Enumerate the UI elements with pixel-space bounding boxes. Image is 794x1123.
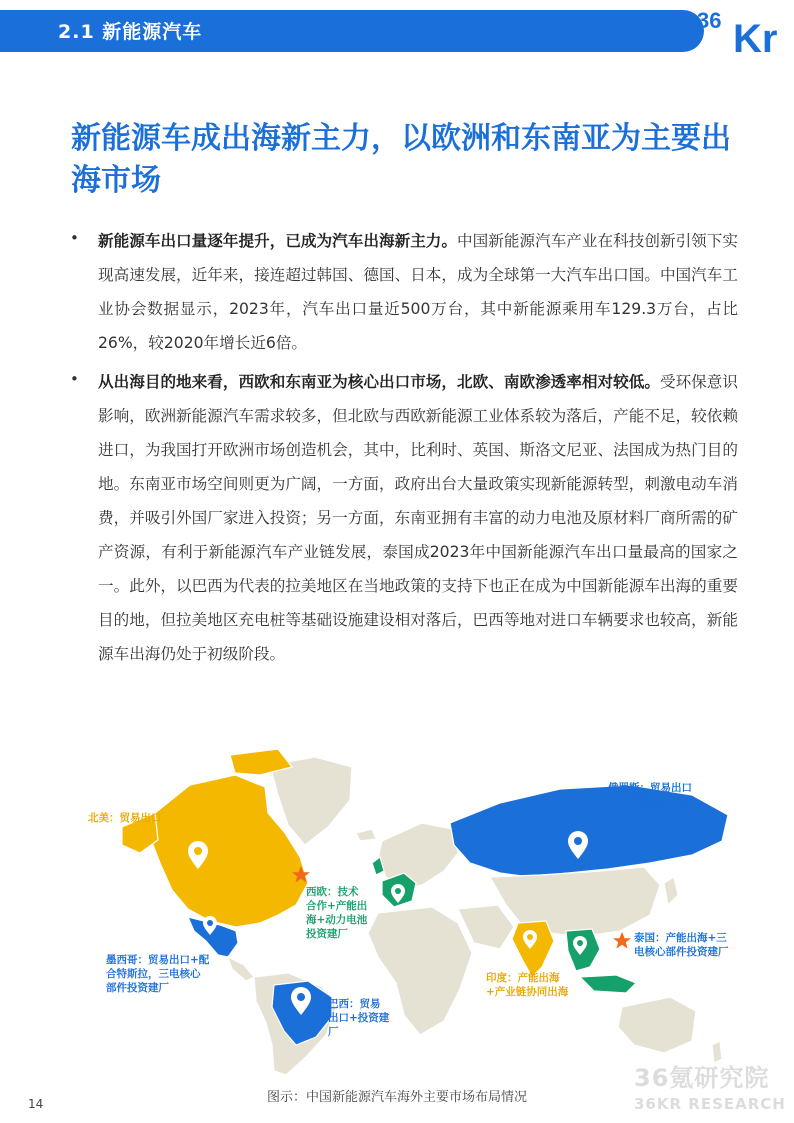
world-market-map	[60, 745, 740, 1080]
watermark-line-1: 36氪研究院	[634, 1064, 770, 1092]
bullet-marker: •	[70, 370, 79, 388]
brand-logo	[695, 0, 794, 55]
figure-caption: 图示：中国新能源汽车海外主要市场布局情况	[266, 1090, 527, 1105]
label-western-europe: 西欧：技术合作+产能出海+动力电池投资建厂	[306, 886, 368, 940]
paragraph-body: 受环保意识影响，欧洲新能源汽车需求较多，但北欧与西欧新能源工业体系较为落后，产能不足，较依赖进口，为我国打开欧洲市场创造机会，其中，比利时、英国、斯洛文尼亚、法国成为热门目的地。东南亚市场空间则更为广阔，一方面，政府出台大量政策实现新能源转型，刺激电动车消费，并吸引外国厂家进入投资；另一方面，东南亚拥有丰富的动力电池及原材料厂商所需的矿产资源，有利于新能源汽车产业链发展，泰国成2023年中国新能源汽车出口量最高的国家之一。此外，以巴西为代表的拉美地区在当地政策的支持下也正在成为中国新能源车出海的重要目的地，但拉美地区充电桩等基础设施建设相对落后，巴西等地对进口车辆要求也较高，新能源车出海仍处于初级阶段。	[98, 373, 738, 663]
paragraph-body: 中国新能源汽车产业在科技创新引领下实现高速发展，近年来，接连超过韩国、德国、日本，成为全球第一大汽车出口国。中国汽车工业协会数据显示，2023年，汽车出口量近500万台，其中新能源乘用车129.3万台，占比26%，较2020年增长近6倍。	[98, 232, 738, 352]
label-brazil: 巴西：贸易出口+投资建厂	[328, 998, 390, 1038]
label-russia: 俄罗斯：贸易出口+产业链协同出海	[608, 782, 692, 808]
label-mexico: 墨西哥：贸易出口+配合特斯拉，三电核心部件投资建厂	[106, 954, 210, 994]
paragraph-destinations	[98, 365, 738, 671]
label-india: 印度：产能出海+产业链协同出海	[486, 972, 569, 998]
paragraph-lead: 从出海目的地来看，西欧和东南亚为核心出口市场，北欧、南欧渗透率相对较低。	[98, 373, 660, 391]
page-title: 新能源车成出海新主力，以欧洲和东南亚为主要出海市场	[71, 121, 731, 198]
asia-shape	[490, 867, 660, 937]
australia-shape	[618, 997, 696, 1053]
label-north-america: 北美：贸易出口	[88, 812, 162, 824]
iceland-shape	[356, 829, 376, 841]
bullet-marker: •	[70, 229, 79, 247]
indonesia-shape	[580, 975, 636, 993]
section-title: 2.1 新能源汽车	[58, 21, 203, 43]
india-shape	[512, 921, 554, 977]
svg-text:Kr: Kr	[733, 17, 778, 55]
paragraph-export-growth	[98, 224, 738, 360]
svg-text:36: 36	[697, 8, 722, 33]
star-thailand-icon	[613, 932, 631, 949]
page-number: 14	[28, 1097, 44, 1111]
label-thailand: 泰国：产能出海+三电核心部件投资建厂	[634, 932, 729, 958]
paragraph-lead: 新能源车出口量逐年提升，已成为汽车出海新主力。	[98, 232, 458, 250]
japan-shape	[664, 877, 678, 905]
watermark-line-2: 36KR RESEARCH	[634, 1095, 786, 1113]
central-america-shape	[228, 957, 254, 981]
